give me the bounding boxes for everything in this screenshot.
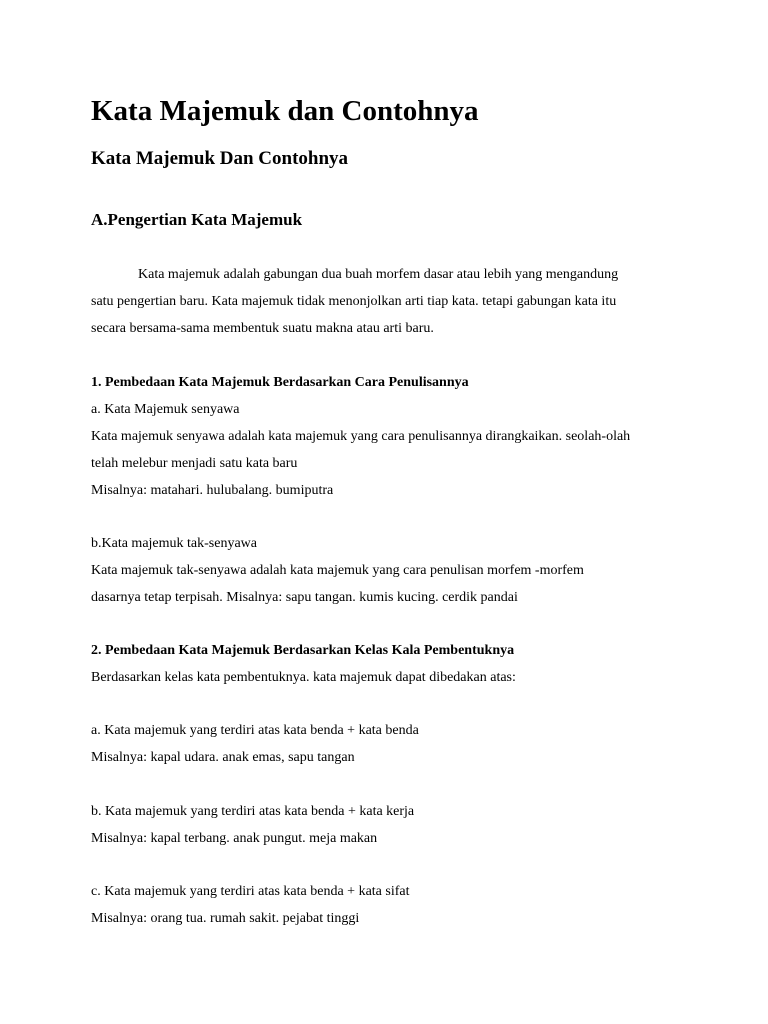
part-1-heading: 1. Pembedaan Kata Majemuk Berdasarkan Cara Penulisannya: [91, 375, 469, 390]
part-1-b-label: b.Kata majemuk tak-senyawa: [91, 536, 257, 551]
part-1-a-line-2: telah melebur menjadi satu kata baru: [91, 456, 298, 471]
part-1-a-label: a. Kata Majemuk senyawa: [91, 402, 240, 417]
part-2-item-a-example: Misalnya: kapal udara. anak emas, sapu tangan: [91, 750, 355, 765]
part-2-item-b-label: b. Kata majemuk yang terdiri atas kata benda + kata kerja: [91, 804, 415, 819]
part-1-a-example: Misalnya: matahari. hulubalang. bumiputra: [91, 483, 334, 498]
part-2-item-c-label: c. Kata majemuk yang terdiri atas kata benda + kata sifat: [91, 884, 410, 899]
document-title: Kata Majemuk dan Contohnya: [91, 95, 479, 127]
section-a-paragraph-line-2: satu pengertian baru. Kata majemuk tidak menonjolkan arti tiap kata. tetapi gabungan kata itu: [91, 294, 617, 309]
part-2-item-a-label: a. Kata majemuk yang terdiri atas kata benda + kata benda: [91, 723, 419, 738]
document-subtitle: Kata Majemuk Dan Contohnya: [91, 148, 349, 169]
section-a-paragraph-line-3: secara bersama-sama membentuk suatu makna atau arti baru.: [91, 321, 434, 336]
part-1-b-line-1: Kata majemuk tak-senyawa adalah kata majemuk yang cara penulisan morfem -morfem: [91, 563, 584, 578]
section-a-heading: A.Pengertian Kata Majemuk: [91, 210, 303, 229]
part-2-item-b-example: Misalnya: kapal terbang. anak pungut. meja makan: [91, 831, 378, 846]
part-2-heading: 2. Pembedaan Kata Majemuk Berdasarkan Kelas Kala Pembentuknya: [91, 643, 515, 658]
section-a-paragraph-line-1: Kata majemuk adalah gabungan dua buah morfem dasar atau lebih yang mengandung: [138, 267, 619, 282]
part-2-item-c-example: Misalnya: orang tua. rumah sakit. pejabat tinggi: [91, 911, 360, 926]
part-1-b-line-2: dasarnya tetap terpisah. Misalnya: sapu tangan. kumis kucing. cerdik pandai: [91, 590, 518, 605]
part-2-intro: Berdasarkan kelas kata pembentuknya. kata majemuk dapat dibedakan atas:: [91, 670, 516, 685]
part-1-a-line-1: Kata majemuk senyawa adalah kata majemuk yang cara penulisannya dirangkaikan. seolah-olah: [91, 429, 631, 444]
